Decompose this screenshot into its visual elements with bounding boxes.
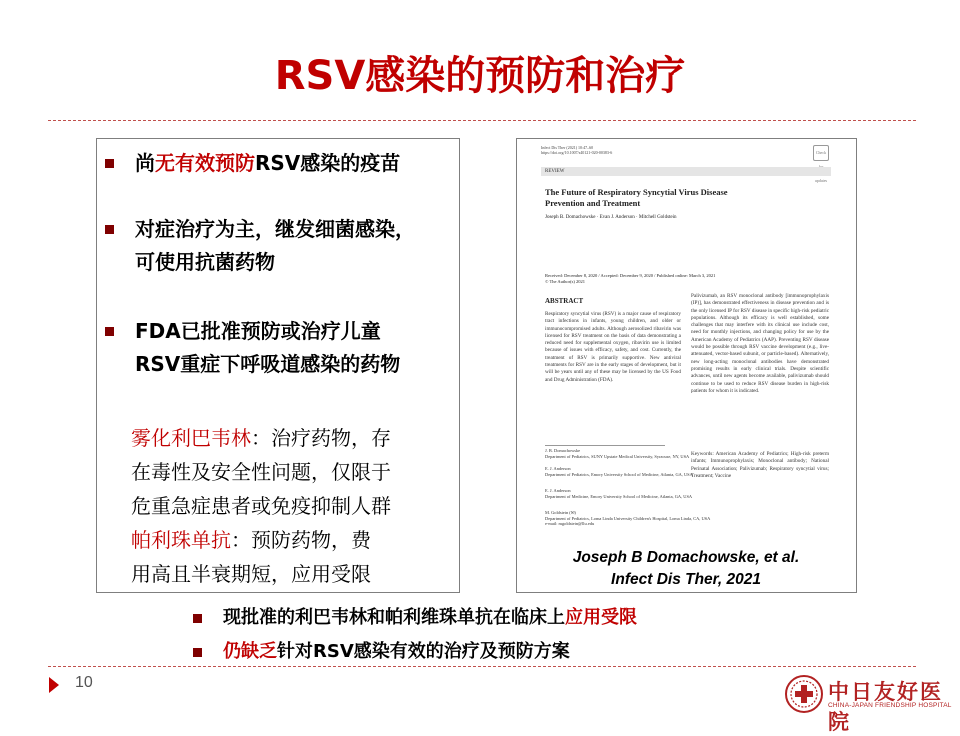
drug-name: 雾化利巴韦林: [131, 426, 251, 450]
bullet-square-icon: [193, 648, 202, 657]
paper-title: The Future of Respiratory Syncytial Virus Disease Prevention and Treatment: [545, 187, 728, 208]
crossmark-icon: Check updates: [813, 145, 829, 161]
journal-line: Infect Dis Ther (2021) 10:47–60: [541, 145, 594, 150]
highlight-text: 无有效预防: [155, 151, 255, 175]
bullet-text: 对症治疗为主，继发细菌感染，: [135, 217, 415, 241]
paper-page: [541, 145, 831, 526]
paper-citation: Joseph B Domachowske, et al. Infect Dis Ther, 2021: [572, 549, 800, 588]
drug-name: 帕利珠单抗: [131, 528, 231, 552]
affiliation-divider: [545, 445, 665, 446]
palivizumab-note: 帕利珠单抗：预防药物，费: [131, 528, 371, 552]
paper-authors: Joseph B. Domachowske · Evan J. Anderson · Mitchell Goldstein: [545, 215, 677, 220]
ribavirin-note: 在毒性及安全性问题，仅限于: [131, 460, 391, 484]
abstract-heading: ABSTRACT: [545, 297, 584, 305]
bullet-square-icon: [105, 225, 114, 234]
keywords: Keywords: American Academy of Pediatrics; High-risk preterm infants; Immunoprophylaxis; Monoclonal antibody; National Perinatal Association; Palivizumab; Respiratory syncytial virus; Treatment; Vaccine: [691, 451, 829, 479]
logo-english-name: CHINA-JAPAN FRIENDSHIP HOSPITAL: [828, 702, 952, 709]
slide-title: RSV感染的预防和治疗: [274, 53, 686, 99]
affiliation: E. J. Anderson Department of Medicine, Emory University School of Medicine, Atlanta, GA, USA: [545, 488, 693, 499]
abstract-right-column: Palivizumab, an RSV monoclonal antibody [immunoprophylaxis (IP)], has demonstrated effectiveness in disease prevention and is the only licensed IP for RSV disease in specific high-risk pediatric populations. Although its efficacy is well established, some challenges that may interfere with its clinical use include cost, need for monthly injections, and changing policy for use by the American Academy of Pediatrics (AAP). Preventing RSV disease would be possible through RSV vaccine development (e.g., live-attenuated, vector-based subunit, or particle-based). Alternatively, new long-acting monoclonal antibodies have demonstrated promising results in early clinical trials. Despite scientific advances, until new agents become available, palivizumab should continue to be used to reduce RSV disease burden in high-risk patients for whom it is indicated.: [691, 293, 830, 394]
page-arrow-icon: [49, 677, 59, 693]
bullet-square-icon: [193, 614, 202, 623]
bullet-text: RSV重症下呼吸道感染的药物: [135, 352, 401, 376]
abstract-left-column: Respiratory syncytial virus (RSV) is a major cause of respiratory tract infections in infants, young children, and older or immunocompromised adults. Although aerosolized ribavirin was licensed for RSV treatment on the basis of data demonstrating a reduced need for supplemental oxygen, ribavirin use is limited because of issues with efficacy, safety, and cost. Currently, the treatment of RSV is primarily supportive. New antiviral treatments for RSV are in the early stages of development, but it will be years until any of these may be licensed by the US Food and Drug Administration (FDA).: [545, 311, 681, 383]
paper-dates: Received: December 8, 2020 / Accepted: December 9, 2020 / Published online: March 3, 2021 © The Author(s) 2021: [545, 273, 716, 284]
palivizumab-note: 用高且半衰期短，应用受限: [131, 562, 371, 586]
hospital-emblem-icon: [784, 674, 824, 714]
bullet-text: 现批准的利巴韦林和帕利维珠单抗在临床上: [223, 607, 565, 628]
affiliation: E. J. Anderson Department of Pediatrics, Emory University School of Medicine, Atlanta, GA, USA: [545, 466, 693, 477]
highlight-text: 仍缺乏: [223, 641, 277, 662]
ribavirin-note: 危重急症患者或免疫抑制人群: [131, 494, 391, 518]
bullet-text: 针对RSV感染有效的治疗及预防方案: [277, 641, 570, 662]
highlight-text: 应用受限: [565, 607, 637, 628]
bullet-text: RSV感染的疫苗: [255, 151, 401, 175]
article-type: REVIEW: [541, 167, 831, 176]
hospital-logo: [782, 672, 952, 734]
affiliation: J. B. Domachowske Department of Pediatrics, SUNY Upstate Medical University, Syracuse, NY, USA: [545, 448, 690, 459]
bullet-text: 可使用抗菌药物: [135, 250, 275, 274]
bullet-square-icon: [105, 327, 114, 336]
bottom-divider: [48, 666, 916, 667]
logo-chinese-name: 中日友好医院: [828, 679, 943, 734]
page-number: 10: [75, 674, 93, 691]
bullet-square-icon: [105, 159, 114, 168]
ribavirin-note: 雾化利巴韦林：治疗药物，存: [131, 426, 391, 450]
doi-line: https://doi.org/10.1007/s40121-020-00383-6: [541, 150, 613, 155]
summary-box: [96, 138, 460, 593]
bullet-text: 尚: [135, 151, 155, 175]
bullet-text: FDA已批准预防或治疗儿童: [135, 319, 381, 343]
top-divider: [48, 120, 916, 121]
paper-thumbnail: [516, 138, 857, 593]
affiliation: M. Goldstein (✉) Department of Pediatrics, Loma Linda University Children's Hospital, Loma Linda, CA, USA e-mail: mgoldstein@llu.edu: [545, 510, 711, 526]
